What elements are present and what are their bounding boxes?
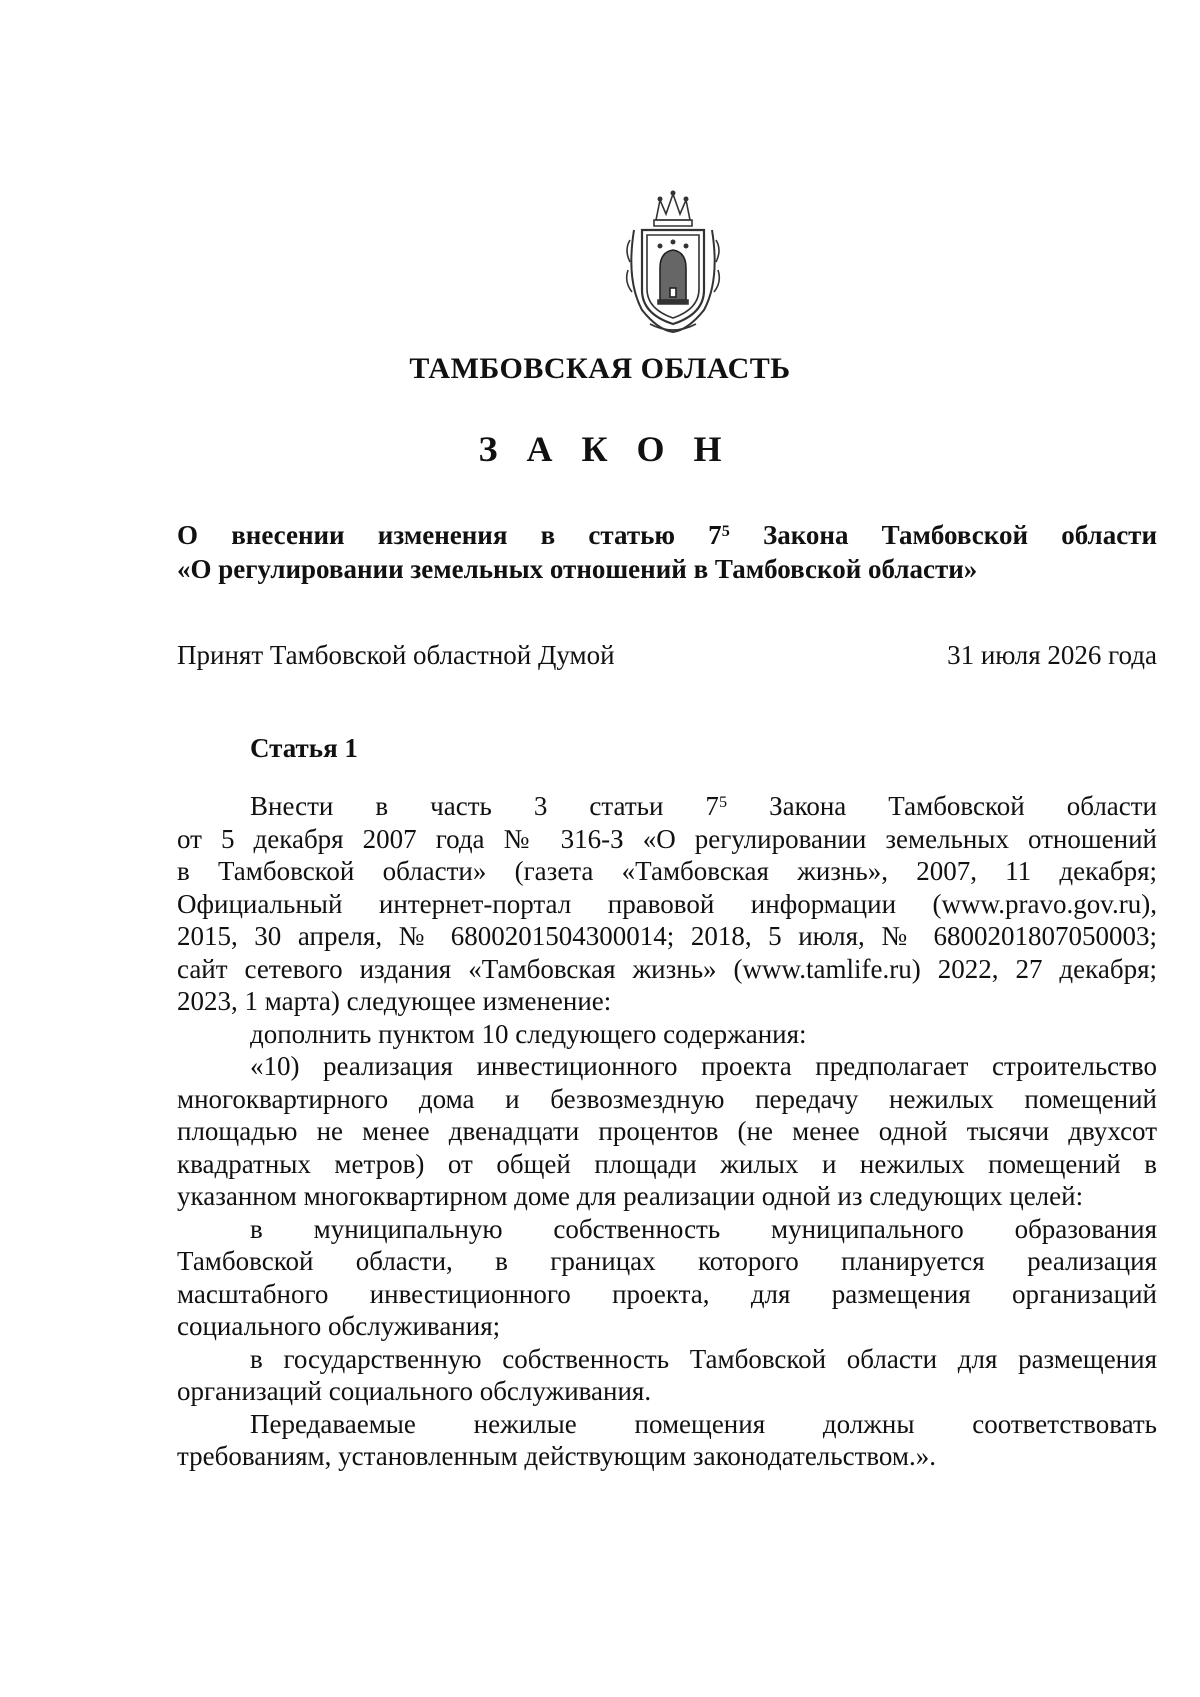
paragraph-state-property: в государственную собственность Тамбовской области для размещения организаций социального обслуживания. <box>177 1343 1157 1406</box>
region-heading: ТАМБОВСКАЯ ОБЛАСТЬ <box>409 352 791 385</box>
adoption-row <box>177 640 1157 671</box>
law-title-line-1: О внесении изменения в статью $7^5$ Закона Тамбовской области <box>177 520 1157 550</box>
superscript: 5 <box>721 521 730 540</box>
paragraph-requirements: Передаваемые нежилые помещения должны соответствовать требованиям, установленным действующим законодательством.». <box>177 1408 1157 1471</box>
adoption-date: 31 июля 2026 года <box>947 640 1157 670</box>
paragraph-municipal-property: в муниципальную собственность муниципального образования Тамбовской области, в границах которого планируется реализация масштабного инвестиционного проекта, для размещения организаций социального обслуживания; <box>177 1213 1157 1341</box>
paragraph-amendment: Внести в часть 3 статьи $7^5$ Закона Тамбовской области от 5 декабря 2007 года № 316-З «О регулировании земельных отношений в Тамбовской области» (газета «Тамбовская жизнь», 2007, 11 декабря; Официальный интернет-портал правовой информации (www.pravo.gov.ru), 2015, 30 апреля, № 6800201504300014; 2018, 5 июля, № 6800201807050003; сайт сетевого издания «Тамбовская жизнь» (www.tamlife.ru) 2022, 27 декабря; 2023, 1 марта) следующее изменение: <box>177 791 1158 1016</box>
document-type-heading: З А К О Н <box>478 429 732 469</box>
superscript: 5 <box>718 792 728 811</box>
article-1-heading: Статья 1 <box>250 733 358 763</box>
law-title <box>177 518 1157 586</box>
law-title-line-2: «О регулировании земельных отношений в Тамбовской области» <box>177 554 978 584</box>
article-1-body <box>177 790 1157 1473</box>
tambov-coat-of-arms-icon <box>620 190 726 335</box>
adopted-by: Принят Тамбовской областной Думой <box>177 640 615 670</box>
paragraph-add-item: дополнить пунктом 10 следующего содержания: <box>250 1018 807 1049</box>
paragraph-item-10: «10) реализация инвестиционного проекта предполагает строительство многоквартирного дома и безвозмездную передачу нежилых помещений площадью не менее двенадцати процентов (не менее одной тысячи двухсот квадратных метров) от общей площади жилых и нежилых помещений в указанном многоквартирном доме для реализации одной из следующих целей: <box>177 1051 1157 1211</box>
